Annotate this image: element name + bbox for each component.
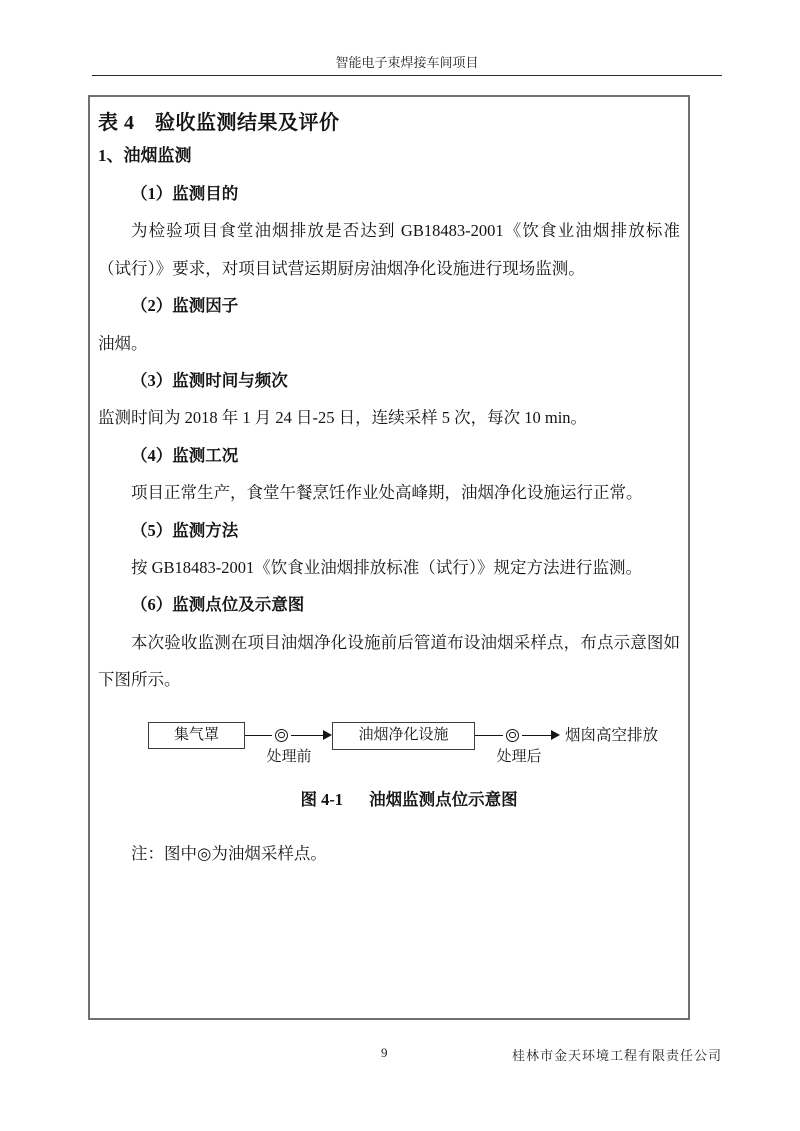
item-body: 油烟。 (98, 333, 148, 353)
monitoring-points-diagram (98, 722, 680, 768)
item-body: 项目正常生产，食堂午餐烹饪作业处高峰期，油烟净化设施运行正常。 (131, 483, 643, 503)
item-body: 本次验收监测在项目油烟净化设施前后管道布设油烟采样点，布点示意图如下图所示。 (98, 632, 680, 690)
label-after-treatment: 处理后 (496, 748, 542, 765)
item-body: 监测时间为 2018 年 1 月 24 日-25 日，连续采样 5 次，每次 10 min。 (98, 408, 588, 428)
item-heading: （5）监测方法 (131, 520, 239, 540)
section-title: 1、油烟监测 (98, 146, 192, 165)
diagram-node-purifier: 油烟净化设施 (332, 722, 475, 750)
item-body: 按 GB18483-2001《饮食业油烟排放标准（试行）》规定方法进行监测。 (131, 558, 643, 578)
arrow-right-icon (551, 730, 560, 740)
report-item-6 (98, 586, 680, 698)
footer-company-name: 桂林市金天环境工程有限责任公司 (511, 1048, 722, 1063)
sample-point-icon (506, 729, 519, 742)
header-title: 智能电子束焊接车间项目 (335, 55, 479, 70)
report-table-box (88, 95, 690, 1020)
report-item-2 (98, 287, 680, 362)
item-heading: （1）监测目的 (131, 184, 239, 203)
item-heading: （4）监测工况 (131, 445, 239, 465)
sample-point-icon (275, 729, 288, 742)
outlet-label: 烟囱高空排放 (565, 726, 659, 744)
item-heading: （3）监测时间与频次 (131, 371, 288, 391)
report-item-3 (98, 362, 680, 437)
running-header (92, 54, 722, 76)
page-number: 9 (381, 1045, 388, 1060)
table-title: 表 4 验收监测结果及评价 (98, 112, 340, 134)
arrow-right-icon (323, 730, 332, 740)
item-heading: （2）监测因子 (131, 296, 239, 316)
report-item-4 (98, 437, 680, 512)
figure-caption-label: 图 4-1 (300, 789, 344, 809)
item-body: 为检验项目食堂油烟排放是否达到 GB18483-2001《饮食业油烟排放标准（试行）》要求，对项目试营运期厨房油烟净化设施进行现场监测。 (98, 221, 680, 278)
item-heading: （6）监测点位及示意图 (131, 595, 305, 615)
figure-note: 注：图中◎为油烟采样点。 (131, 843, 327, 863)
running-footer (92, 1045, 722, 1065)
figure-caption-text: 油烟监测点位示意图 (369, 789, 518, 809)
figure-caption (98, 788, 680, 812)
report-item-5 (98, 512, 680, 587)
report-item-1 (98, 175, 680, 287)
label-before-treatment: 处理前 (266, 748, 312, 765)
diagram-node-gas-collector: 集气罩 (148, 722, 245, 749)
